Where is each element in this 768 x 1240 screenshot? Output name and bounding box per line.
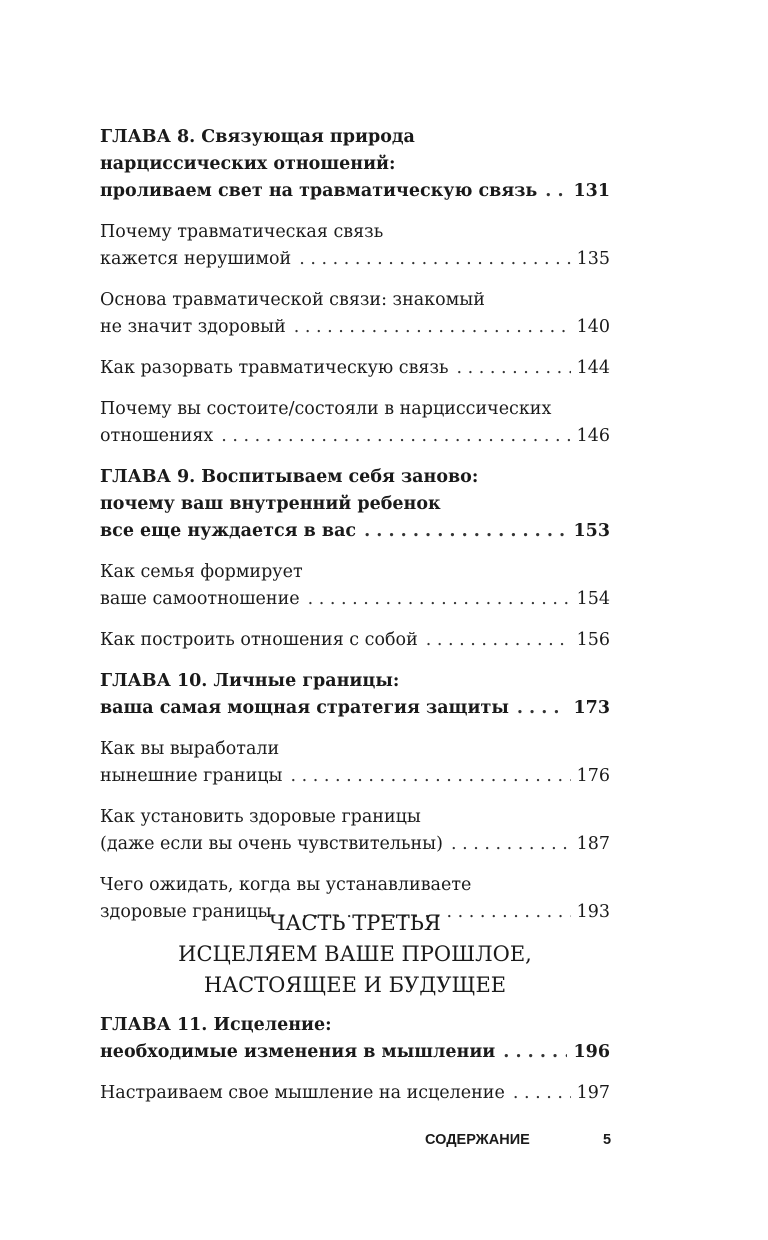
toc-entry[interactable] xyxy=(100,219,610,273)
entry-text: нынешние границы xyxy=(100,766,283,786)
dot-leader xyxy=(503,1039,567,1066)
dot-leader xyxy=(517,695,568,722)
toc-entry[interactable] xyxy=(100,627,610,654)
toc-entry[interactable] xyxy=(100,287,610,341)
entry-text: отношениях xyxy=(100,426,214,446)
page-number: 173 xyxy=(573,698,610,718)
page-number: 153 xyxy=(573,521,610,541)
toc-entry[interactable] xyxy=(100,559,610,613)
dot-leader xyxy=(294,314,571,341)
toc-entry[interactable] xyxy=(100,1080,610,1107)
chapter-title-line: ваша самая мощная стратегия защиты xyxy=(100,698,509,718)
footer-page-number: 5 xyxy=(603,1132,612,1148)
entry-text: не значит здоровый xyxy=(100,317,286,337)
entry-text: Чего ожидать, когда вы устанавливаете xyxy=(100,875,472,895)
chapter-title-line: нарциссических отношений: xyxy=(100,154,396,174)
page-number: 146 xyxy=(576,426,610,446)
dot-leader xyxy=(457,355,571,382)
toc-entry[interactable] xyxy=(100,804,610,858)
page-number: 135 xyxy=(576,249,610,269)
page-number: 196 xyxy=(573,1042,610,1062)
chapter-11-section xyxy=(100,1012,610,1121)
entry-text: кажется нерушимой xyxy=(100,249,292,269)
chapter-10-heading[interactable] xyxy=(100,668,610,722)
part-title-line: ИСЦЕЛЯЕМ ВАШЕ ПРОШЛОЕ, xyxy=(178,942,532,966)
toc-entry[interactable] xyxy=(100,736,610,790)
chapter-9-heading[interactable] xyxy=(100,464,610,545)
dot-leader xyxy=(545,178,567,205)
entry-text: (даже если вы очень чувствительны) xyxy=(100,834,443,854)
part-three-heading xyxy=(100,908,610,1001)
page-number: 176 xyxy=(576,766,610,786)
chapter-title-line: ГЛАВА 11. Исцеление: xyxy=(100,1015,332,1035)
toc-entry[interactable] xyxy=(100,396,610,450)
part-title-line: НАСТОЯЩЕЕ И БУДУЩЕЕ xyxy=(203,973,507,997)
dot-leader xyxy=(364,518,567,545)
chapter-title-line: необходимые изменения в мышлении xyxy=(100,1042,496,1062)
page-number: 187 xyxy=(576,834,610,854)
dot-leader xyxy=(299,246,570,273)
page-number: 131 xyxy=(573,181,610,201)
chapter-8-heading[interactable] xyxy=(100,124,610,205)
page-number: 193 xyxy=(576,902,610,922)
toc-entry[interactable] xyxy=(100,355,610,382)
chapter-title-line: проливаем свет на травматическую связь xyxy=(100,181,538,201)
page-number: 154 xyxy=(576,589,610,609)
dot-leader xyxy=(451,831,571,858)
entry-text: Как построить отношения с собой xyxy=(100,630,418,650)
chapter-title-line: почему ваш внутренний ребенок xyxy=(100,494,441,514)
entry-text: Как разорвать травматическую связь xyxy=(100,358,449,378)
entry-text: Настраиваем свое мышление на исцеление xyxy=(100,1083,505,1103)
page-number: 156 xyxy=(576,630,610,650)
entry-text: здоровые границы xyxy=(100,902,272,922)
entry-text: Основа травматической связи: знакомый xyxy=(100,290,485,310)
entry-text: Почему вы состоите/состояли в нарциссических xyxy=(100,399,552,419)
entry-text: Почему травматическая связь xyxy=(100,222,384,242)
dot-leader xyxy=(290,763,570,790)
dot-leader xyxy=(308,586,571,613)
chapter-11-heading[interactable] xyxy=(100,1012,610,1066)
page-number: 197 xyxy=(576,1083,610,1103)
entry-text: Как установить здоровые границы xyxy=(100,807,421,827)
entry-text: Как вы выработали xyxy=(100,739,280,759)
page-number: 144 xyxy=(576,358,610,378)
chapter-title-line: ГЛАВА 9. Воспитываем себя заново: xyxy=(100,467,479,487)
dot-leader xyxy=(426,627,571,654)
table-of-contents xyxy=(100,124,610,940)
chapter-title-line: все еще нуждается в вас xyxy=(100,521,357,541)
entry-text: Как семья формирует xyxy=(100,562,303,582)
part-title-line: ЧАСТЬ ТРЕТЬЯ xyxy=(269,911,441,935)
dot-leader xyxy=(221,423,570,450)
chapter-title-line: ГЛАВА 10. Личные границы: xyxy=(100,671,400,691)
entry-text: ваше самоотношение xyxy=(100,589,300,609)
running-title: СОДЕРЖАНИЕ xyxy=(425,1132,530,1148)
dot-leader xyxy=(513,1080,571,1107)
chapter-title-line: ГЛАВА 8. Связующая природа xyxy=(100,127,415,147)
page-number: 140 xyxy=(576,317,610,337)
